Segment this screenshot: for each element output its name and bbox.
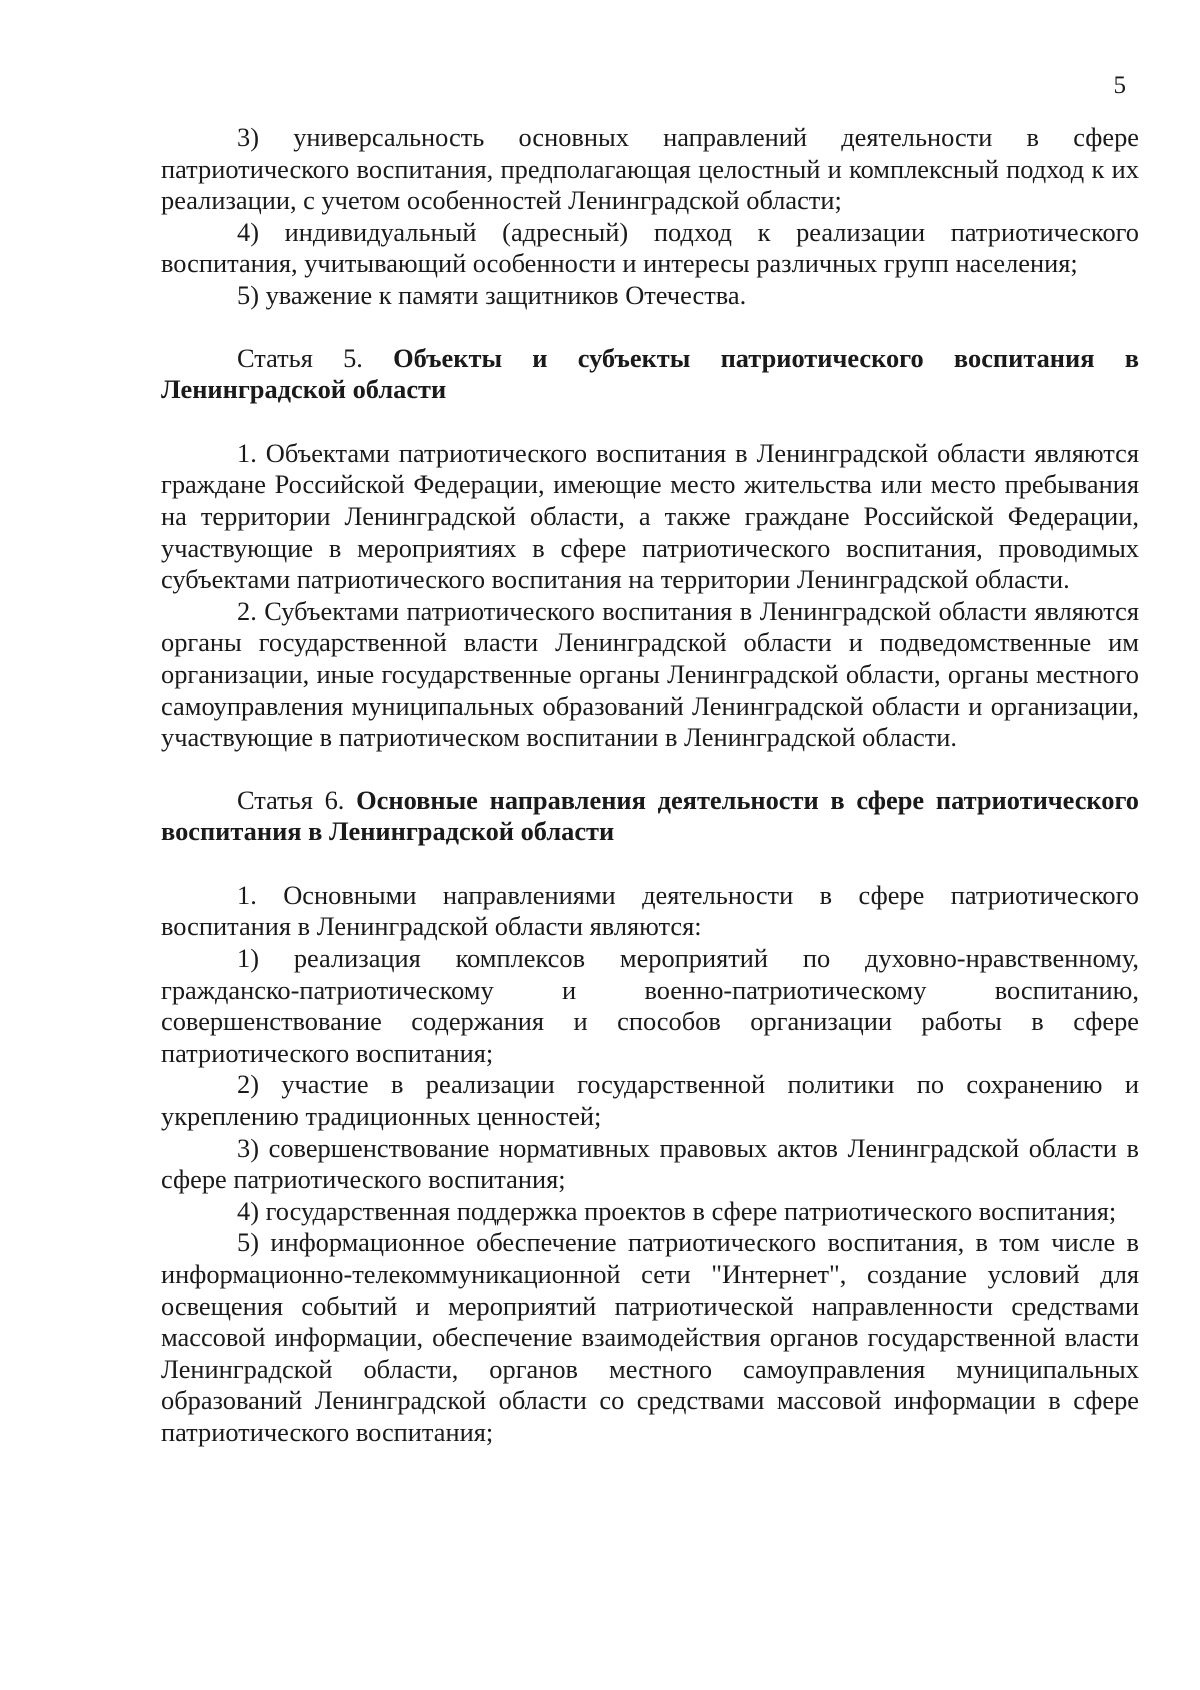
article-6-item-4: 4) государственная поддержка проектов в сфере патриотического воспитания; [237,1195,1117,1226]
article-6-title: Основные направления деятельности в сфере патриотического воспитания в Ленинградской области [161,784,1139,847]
document-body [161,122,1139,1449]
article-5-label: Статья 5. [237,342,363,373]
article-6-item-2: 2) участие в реализации государственной политики по сохранению и укреплению традиционных ценностей; [161,1069,1139,1132]
page-number: 5 [1113,72,1126,99]
article-5-paragraph-2: 2. Субъектами патриотического воспитания в Ленинградской области являются органы государственной власти Ленинградской области и подведомственные им организации, иные государственные органы Ленинградской области, органы местного самоуправления муниципальных образований Ленинградской области и организации, участвующие в патриотическом воспитании в Ленинградской области. [161,595,1139,753]
paragraph-principle-3: 3) универсальность основных направлений деятельности в сфере патриотического воспитания, предполагающая целостный и комплексный подход к их реализации, с учетом особенностей Ленинградской области; [161,122,1139,216]
article-6-paragraph-1: 1. Основными направлениями деятельности в сфере патриотического воспитания в Ленинградской области являются: [161,879,1139,942]
article-6-item-3: 3) совершенствование нормативных правовых актов Ленинградской области в сфере патриотического воспитания; [161,1132,1139,1195]
article-5-title: Объекты и субъекты патриотического воспитания в Ленинградской области [161,342,1139,405]
article-6-item-1: 1) реализация комплексов мероприятий по духовно-нравственному, гражданско-патриотическому и военно-патриотическому воспитанию, совершенствование содержания и способов организации работы в сфере патриотического воспитания; [161,943,1139,1068]
article-6-item-5: 5) информационное обеспечение патриотического воспитания, в том числе в информационно-телекоммуникационной сети "Интернет", создание условий для освещения событий и мероприятий патриотической направленности средствами массовой информации, обеспечение взаимодействия органов государственной власти Ленинградской области, органов местного самоуправления муниципальных образований Ленинградской области со средствами массовой информации в сфере патриотического воспитания; [161,1227,1139,1447]
article-6-label: Статья 6. [237,784,345,815]
article-5-heading [161,343,1139,406]
paragraph-principle-5: 5) уважение к памяти защитников Отечества. [237,279,747,310]
article-6-heading [161,785,1139,848]
paragraph-principle-4: 4) индивидуальный (адресный) подход к реализации патриотического воспитания, учитывающий особенности и интересы различных групп населения; [161,216,1139,279]
article-5-paragraph-1: 1. Объектами патриотического воспитания в Ленинградской области являются граждане Российской Федерации, имеющие место жительства или место пребывания на территории Ленинградской области, а также граждане Российской Федерации, участвующие в мероприятиях в сфере патриотического воспитания, проводимых субъектами патриотического воспитания на территории Ленинградской области. [161,437,1139,595]
